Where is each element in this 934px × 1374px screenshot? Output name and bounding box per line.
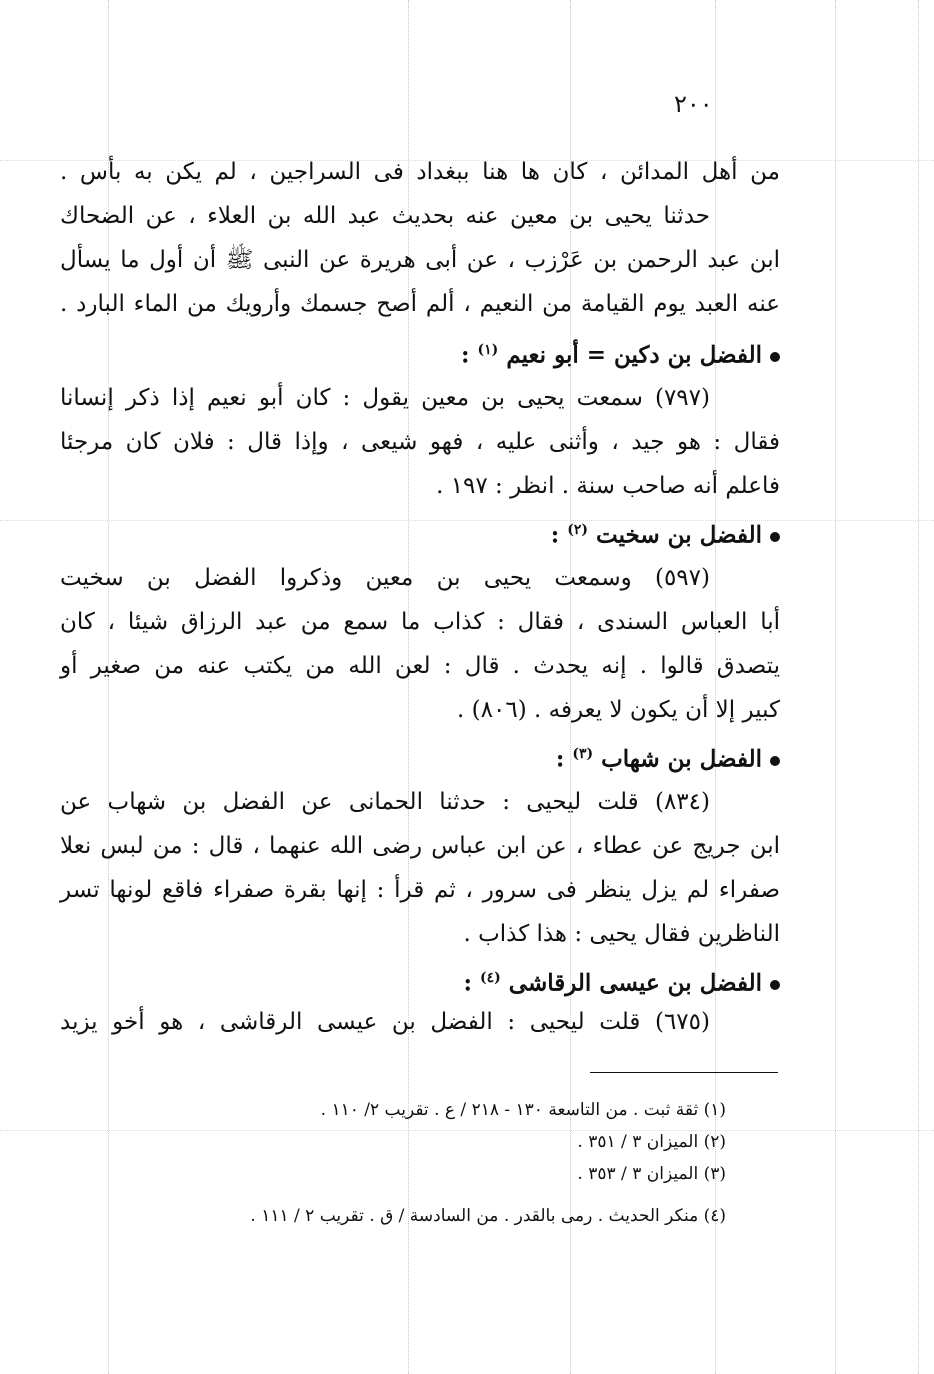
- footnote: (١) ثقة ثبت . من التاسعة ١٣٠ - ٢١٨ / ع . تقريب ٢/ ١١٠ .: [320, 1100, 726, 1120]
- footnote-ref: (١): [477, 342, 499, 358]
- entry-heading: [463, 958, 780, 1004]
- grid-line: [0, 1130, 934, 1131]
- bullet-icon: [770, 980, 780, 990]
- footnote-ref: (٣): [572, 746, 594, 762]
- bullet-icon: [770, 532, 780, 542]
- grid-line: [835, 0, 836, 1374]
- grid-line: [0, 520, 934, 521]
- bullet-icon: [770, 352, 780, 362]
- entry-heading: [551, 510, 780, 556]
- body-line: أبا العباس السندى ، فقال : كذاب ما سمع من عبد الرزاق شيئا ، كان: [60, 609, 780, 635]
- footnote: (٣) الميزان ٣ / ٣٥٣ .: [577, 1164, 726, 1184]
- body-line: فاعلم أنه صاحب سنة . انظر : ١٩٧ .: [436, 473, 780, 499]
- body-line: كبير إلا أن يكون لا يعرفه . (٨٠٦) .: [457, 697, 780, 723]
- heading-text: الفضل بن سخيت: [596, 521, 762, 549]
- heading-text: الفضل بن عيسى الرقاشى: [508, 969, 762, 997]
- body-line: (٦٧٥) قلت ليحيى : الفضل بن عيسى الرقاشى ، هو أخو يزيد: [60, 1009, 710, 1035]
- body-line: ابن عبد الرحمن بن عَرْزب ، عن أبى هريرة عن النبى ﷺ أن أول ما يسأل: [60, 247, 780, 273]
- body-line: عنه العبد يوم القيامة من النعيم ، ألم أصح جسمك وأرويك من الماء البارد .: [60, 291, 780, 317]
- heading-suffix: :: [461, 341, 470, 369]
- footnote: (٢) الميزان ٣ / ٣٥١ .: [577, 1132, 726, 1152]
- footnote-ref: (٢): [567, 522, 589, 538]
- body-line: صفراء لم يزل ينظر فى سرور ، ثم قرأ : إنها بقرة صفراء فاقع لونها تسر: [60, 877, 780, 903]
- entry-heading: [461, 330, 780, 376]
- body-line: الناظرين فقال يحيى : هذا كذاب .: [463, 921, 780, 947]
- footnote: (٤) منكر الحديث . رمى بالقدر . من السادسة / ق . تقريب ٢ / ١١١ .: [250, 1206, 726, 1226]
- footnote-ref: (٤): [479, 970, 501, 986]
- bullet-icon: [770, 756, 780, 766]
- body-line: (٧٩٧) سمعت يحيى بن معين يقول : كان أبو نعيم إذا ذكر إنسانا: [60, 385, 710, 411]
- heading-text: الفضل بن شهاب: [601, 745, 762, 773]
- body-line: فقال : هو جيد ، وأثنى عليه ، فهو شيعى ، وإذا قال : فلان كان مرجئا: [60, 429, 780, 455]
- page-number: ٢٠٠: [674, 90, 713, 118]
- heading-suffix: :: [550, 521, 560, 549]
- heading-text: الفضل بن دكين = أبو نعيم: [506, 341, 762, 369]
- footnote-divider: [590, 1072, 778, 1073]
- body-line: من أهل المدائن ، كان ها هنا ببغداد فى السراجين ، لم يكن به بأس .: [60, 159, 780, 185]
- body-line: (٨٣٤) قلت ليحيى : حدثنا الحمانى عن الفضل بن شهاب عن: [60, 789, 710, 815]
- heading-suffix: :: [463, 969, 472, 997]
- body-line: ابن جريج عن عطاء ، عن ابن عباس رضى الله عنهما ، قال : من لبس نعلا: [60, 833, 780, 859]
- heading-suffix: :: [555, 745, 565, 773]
- body-line: حدثنا يحيى بن معين عنه بحديث عبد الله بن العلاء ، عن الضحاك: [60, 203, 710, 229]
- grid-line: [918, 0, 919, 1374]
- entry-heading: [556, 734, 780, 780]
- body-line: (٥٩٧) وسمعت يحيى بن معين وذكروا الفضل بن سخيت: [60, 565, 710, 591]
- body-line: يتصدق قالوا . إنه يحدث . قال : لعن الله من يكتب عنه من صغير أو: [60, 653, 780, 679]
